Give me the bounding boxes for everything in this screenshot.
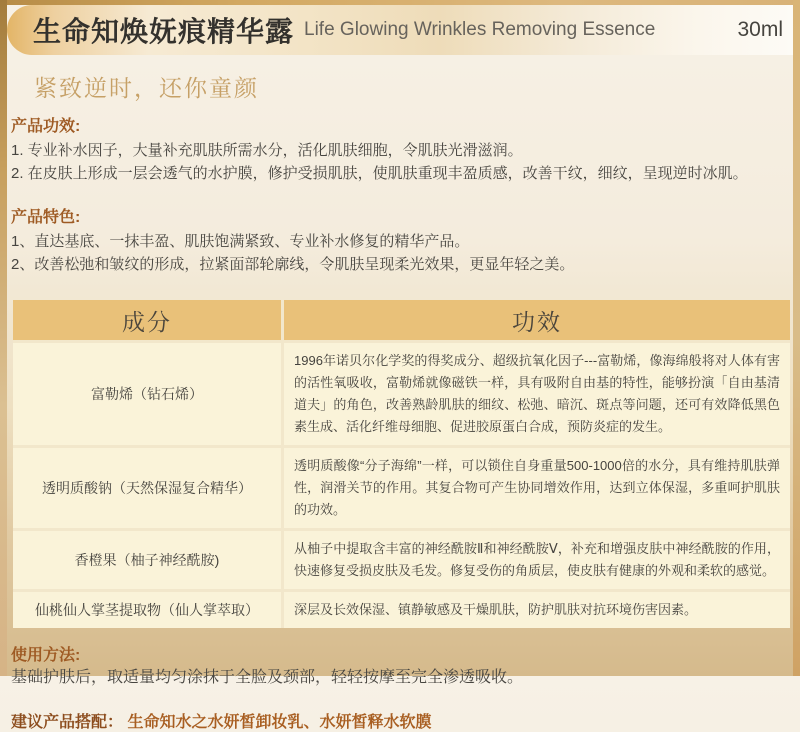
- product-title-cn: 生命知焕妩痕精华露: [33, 16, 295, 47]
- pairing-products: 生命知水之水妍皙卸妆乳、水妍皙释水软膜: [127, 714, 432, 731]
- pairing-label: 建议产品搭配：: [11, 714, 124, 731]
- product-title-en: Life Glowing Wrinkles Removing Essence: [304, 19, 656, 40]
- frame-right-border: [793, 0, 800, 676]
- table-row-ingredient: 仙桃仙人掌茎提取物（仙人掌萃取）: [13, 592, 281, 628]
- efficacy-line-2: 2. 在皮肤上形成一层会透气的水护膜，修护受损肌肤，使肌肤重现丰盈质感，改善干纹，细纹，呈现逆时冰肌。: [11, 165, 748, 182]
- table-row-efficacy: 深层及长效保湿、镇静敏感及干燥肌肤，防护肌肤对抗环境伤害因素。: [284, 592, 790, 628]
- table-header-efficacy: 功效: [284, 300, 790, 340]
- product-slogan: 紧致逆时，还你童颜: [34, 75, 259, 101]
- features-line-1: 1、直达基底、一抹丰盈、肌肤饱满紧致、专业补水修复的精华产品。: [11, 233, 470, 250]
- table-row-efficacy: 1996年诺贝尔化学奖的得奖成分、超级抗氧化因子---富勒烯，像海绵般将对人体有害的活性氧吸收，富勒烯就像磁铁一样，具有吸附自由基的特性，能够扮演「自由基清道夫」的角色，改善熟龄肌肤的细纹、松弛、暗沉、斑点等问题，还可有效降低黑色素生成、活化纤维母细胞、促进胶原蛋白合成，预防炎症的发生。: [284, 343, 790, 445]
- ingredients-table: [13, 300, 790, 628]
- table-row-efficacy: 从柚子中提取含丰富的神经酰胺Ⅱ和神经酰胺Ⅴ，补充和增强皮肤中神经酰胺的作用，快速修复受损皮肤及毛发。修复受伤的角质层，使皮肤有健康的外观和柔软的感觉。: [284, 531, 790, 589]
- usage-heading: 使用方法:: [11, 647, 81, 664]
- frame-left-border: [0, 0, 7, 676]
- table-header-ingredient: 成分: [13, 300, 281, 340]
- features-line-2: 2、改善松弛和皱纹的形成，拉紧面部轮廓线，令肌肤呈现柔光效果，更显年轻之美。: [11, 256, 575, 273]
- features-heading: 产品特色:: [11, 209, 81, 226]
- efficacy-heading: 产品功效:: [11, 118, 81, 135]
- table-row-ingredient: 透明质酸钠（天然保湿复合精华）: [13, 448, 281, 528]
- product-volume: 30ml: [737, 18, 783, 41]
- table-row-efficacy: 透明质酸像“分子海绵”一样，可以锁住自身重量500-1000倍的水分，具有维持肌肤弹性，润滑关节的作用。其复合物可产生协同增效作用，达到立体保湿，多重呵护肌肤的功效。: [284, 448, 790, 528]
- table-row-ingredient: 香橙果（柚子神经酰胺): [13, 531, 281, 589]
- product-header: [7, 5, 793, 55]
- table-row-ingredient: 富勒烯（钻石烯）: [13, 343, 281, 445]
- pairing-row: [11, 709, 793, 732]
- efficacy-line-1: 1. 专业补水因子，大量补充肌肤所需水分，活化肌肤细胞，令肌肤光滑滋润。: [11, 142, 523, 159]
- usage-line: 基础护肤后，取适量均匀涂抹于全脸及颈部，轻轻按摩至完全渗透吸收。: [11, 669, 524, 686]
- page-content: [7, 55, 793, 732]
